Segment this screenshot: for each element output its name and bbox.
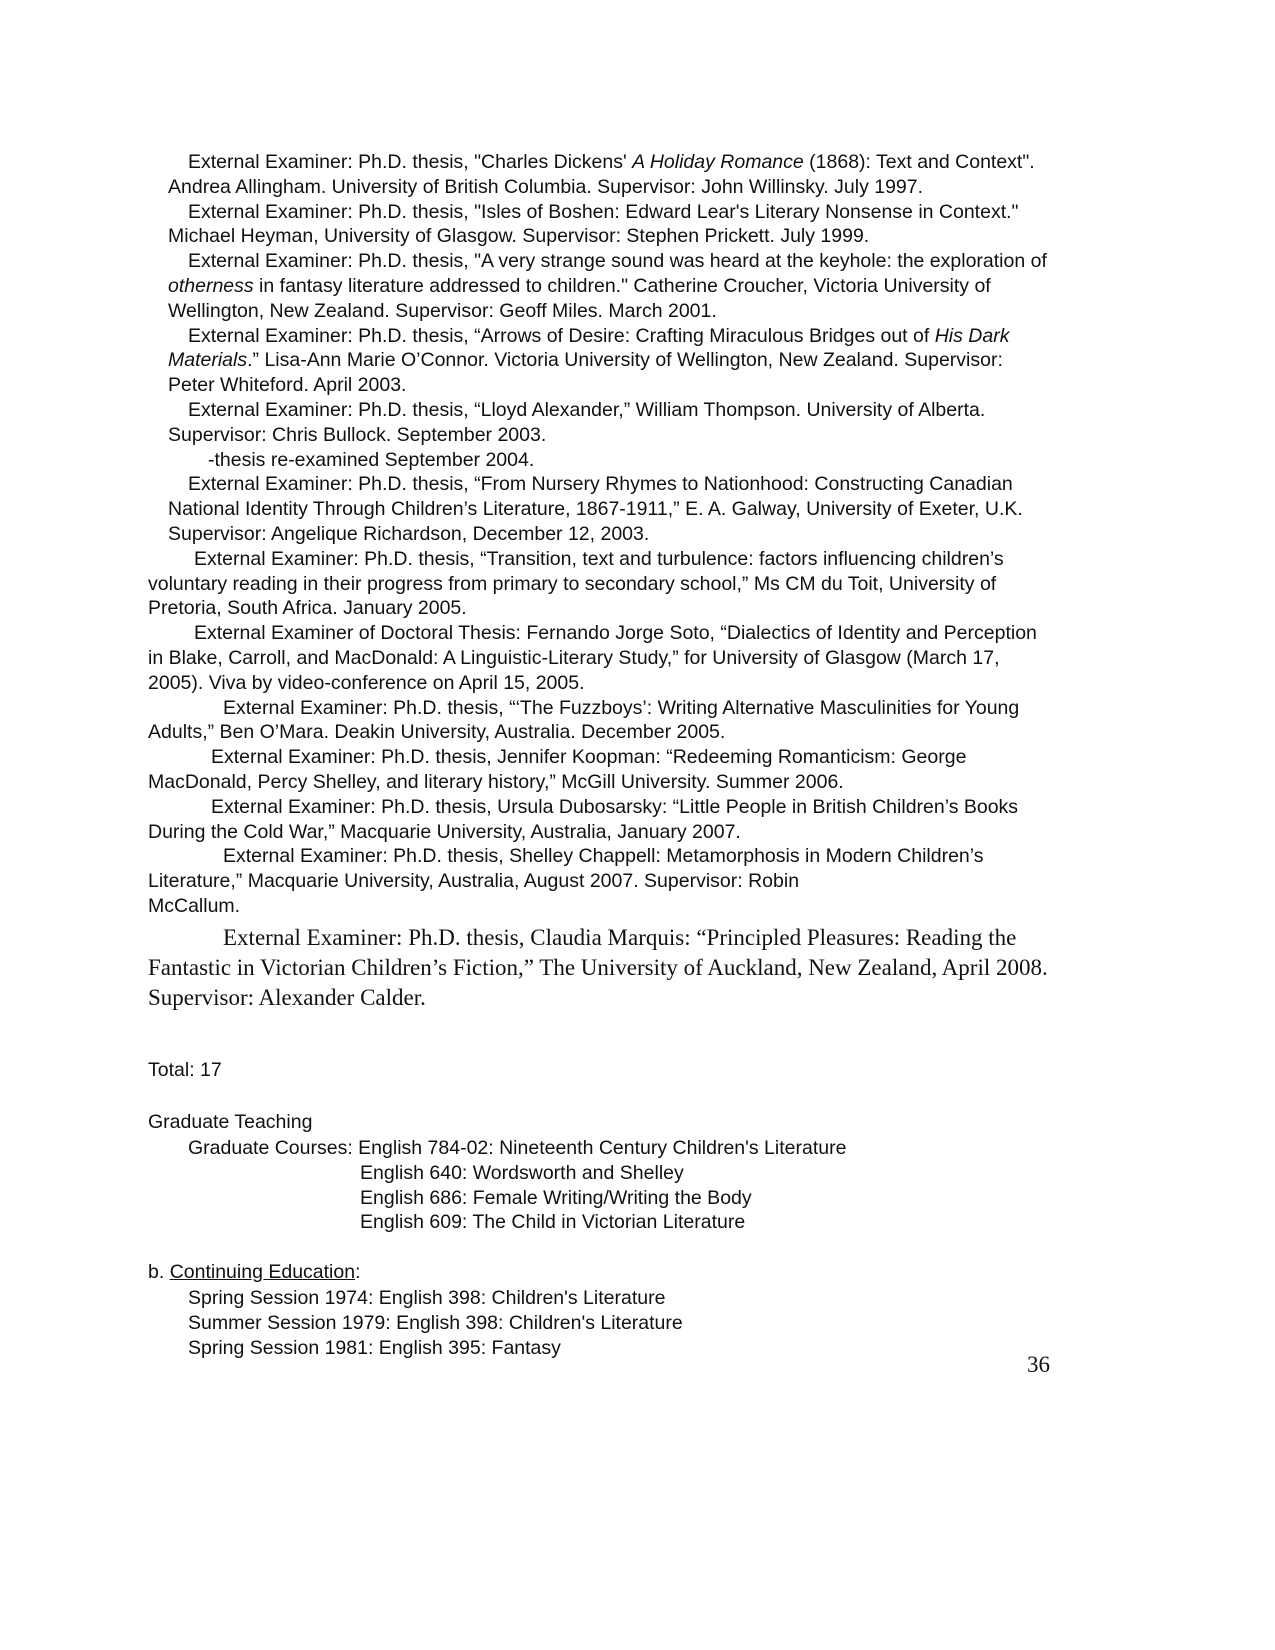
examiner-entry: External Examiner: Ph.D. thesis, Claudia Marquis: “Principled Pleasures: Reading the Fantastic in Victorian Children’s Fiction,” The University of Auckland, New Zealand, April 2008. Supervisor: Alexander Calder.	[148, 924, 1048, 1010]
examiner-entry: External Examiner: Ph.D. thesis, "Charles Dickens' A Holiday Romance (1868): Text and Context". Andrea Allingham. University of British Columbia. Supervisor: John Willinsky. July 1997.	[168, 151, 1035, 198]
page-number: 36	[1027, 1352, 1050, 1377]
graduate-courses-label: Graduate Courses:	[188, 1137, 359, 1159]
reexamined-note: -thesis re-examined September 2004.	[208, 448, 535, 471]
examiner-entry: External Examiner: Ph.D. thesis, "A very strange sound was heard at the keyhole: the exploration of otherness in fantasy literature addressed to children." Catherine Croucher, Victoria University of Wellington, New Zealand. Supervisor: Geoff Miles. March 2001.	[168, 250, 1047, 322]
graduate-courses-list	[188, 1136, 846, 1235]
course-item: English 640: Wordsworth and Shelley	[360, 1161, 684, 1184]
examiner-entry: External Examiner of Doctoral Thesis: Fernando Jorge Soto, “Dialectics of Identity and Perception in Blake, Carroll, and MacDonald: A Linguistic-Literary Study,” for University of Glasgow (March 17, 2005). Viva by video-conference on April 15, 2005.	[148, 622, 1037, 694]
course-item: English 609: The Child in Victorian Literature	[360, 1211, 746, 1234]
total-count: Total: 17	[148, 1059, 222, 1081]
examiner-entry: External Examiner: Ph.D. thesis, “‘The Fuzzboys’: Writing Alternative Masculinities for Young Adults,” Ben O’Mara. Deakin University, Australia. December 2005.	[148, 696, 1020, 744]
session-item: Summer Session 1979: English 398: Children's Literature	[188, 1311, 683, 1334]
examiner-entry: External Examiner: Ph.D. thesis, “From Nursery Rhymes to Nationhood: Constructing Canadian National Identity Through Children’s Literature, 1867-1911,” E. A. Galway, University of Exeter, U.K. Supervisor: Angelique Richardson, December 12, 2003.	[168, 473, 1023, 545]
examiner-entry: External Examiner: Ph.D. thesis, "Isles of Boshen: Edward Lear's Literary Nonsense in Context." Michael Heyman, University of Glasgow. Supervisor: Stephen Prickett. July 1999.	[168, 200, 1019, 248]
examiner-entry: External Examiner: Ph.D. thesis, “Arrows of Desire: Crafting Miraculous Bridges out of His Dark Materials.” Lisa-Ann Marie O’Connor. Victoria University of Wellington, New Zealand. Supervisor: Peter Whiteford. April 2003.	[168, 324, 1010, 397]
session-item: Spring Session 1974: English 398: Children's Literature	[188, 1287, 666, 1309]
examiner-entry: External Examiner: Ph.D. thesis, Ursula Dubosarsky: “Little People in British Children’s Books During the Cold War,” Macquarie University, Australia, January 2007.	[148, 795, 1019, 843]
examiner-entry: External Examiner: Ph.D. thesis, Jennifer Koopman: “Redeeming Romanticism: George MacDonald, Percy Shelley, and literary history,” McGill University. Summer 2006.	[148, 746, 967, 793]
external-examiner-list	[148, 150, 1048, 1013]
continuing-education-list	[188, 1286, 683, 1360]
session-item: Spring Session 1981: English 395: Fantasy	[188, 1336, 561, 1359]
examiner-entry: External Examiner: Ph.D. thesis, “Transition, text and turbulence: factors influencing children’s voluntary reading in their progress from primary to secondary school,” Ms CM du Toit, University of Pretoria, South Africa. January 2005.	[148, 547, 1004, 620]
examiner-entry: External Examiner: Ph.D. thesis, “Lloyd Alexander,” William Thompson. University of Alberta. Supervisor: Chris Bullock. September 2003.	[168, 398, 986, 446]
course-item: Graduate Courses: English 784-02: Nineteenth Century Children's Literature	[188, 1137, 847, 1159]
graduate-teaching-heading: Graduate Teaching	[148, 1111, 313, 1133]
course-item: English 686: Female Writing/Writing the Body	[360, 1186, 752, 1209]
continuing-education-heading: b. Continuing Education:	[148, 1261, 361, 1283]
examiner-entry: External Examiner: Ph.D. thesis, Shelley Chappell: Metamorphosis in Modern Children’s Literature,” Macquarie University, Australia, August 2007. Supervisor: Robin McCallum.	[148, 845, 984, 917]
